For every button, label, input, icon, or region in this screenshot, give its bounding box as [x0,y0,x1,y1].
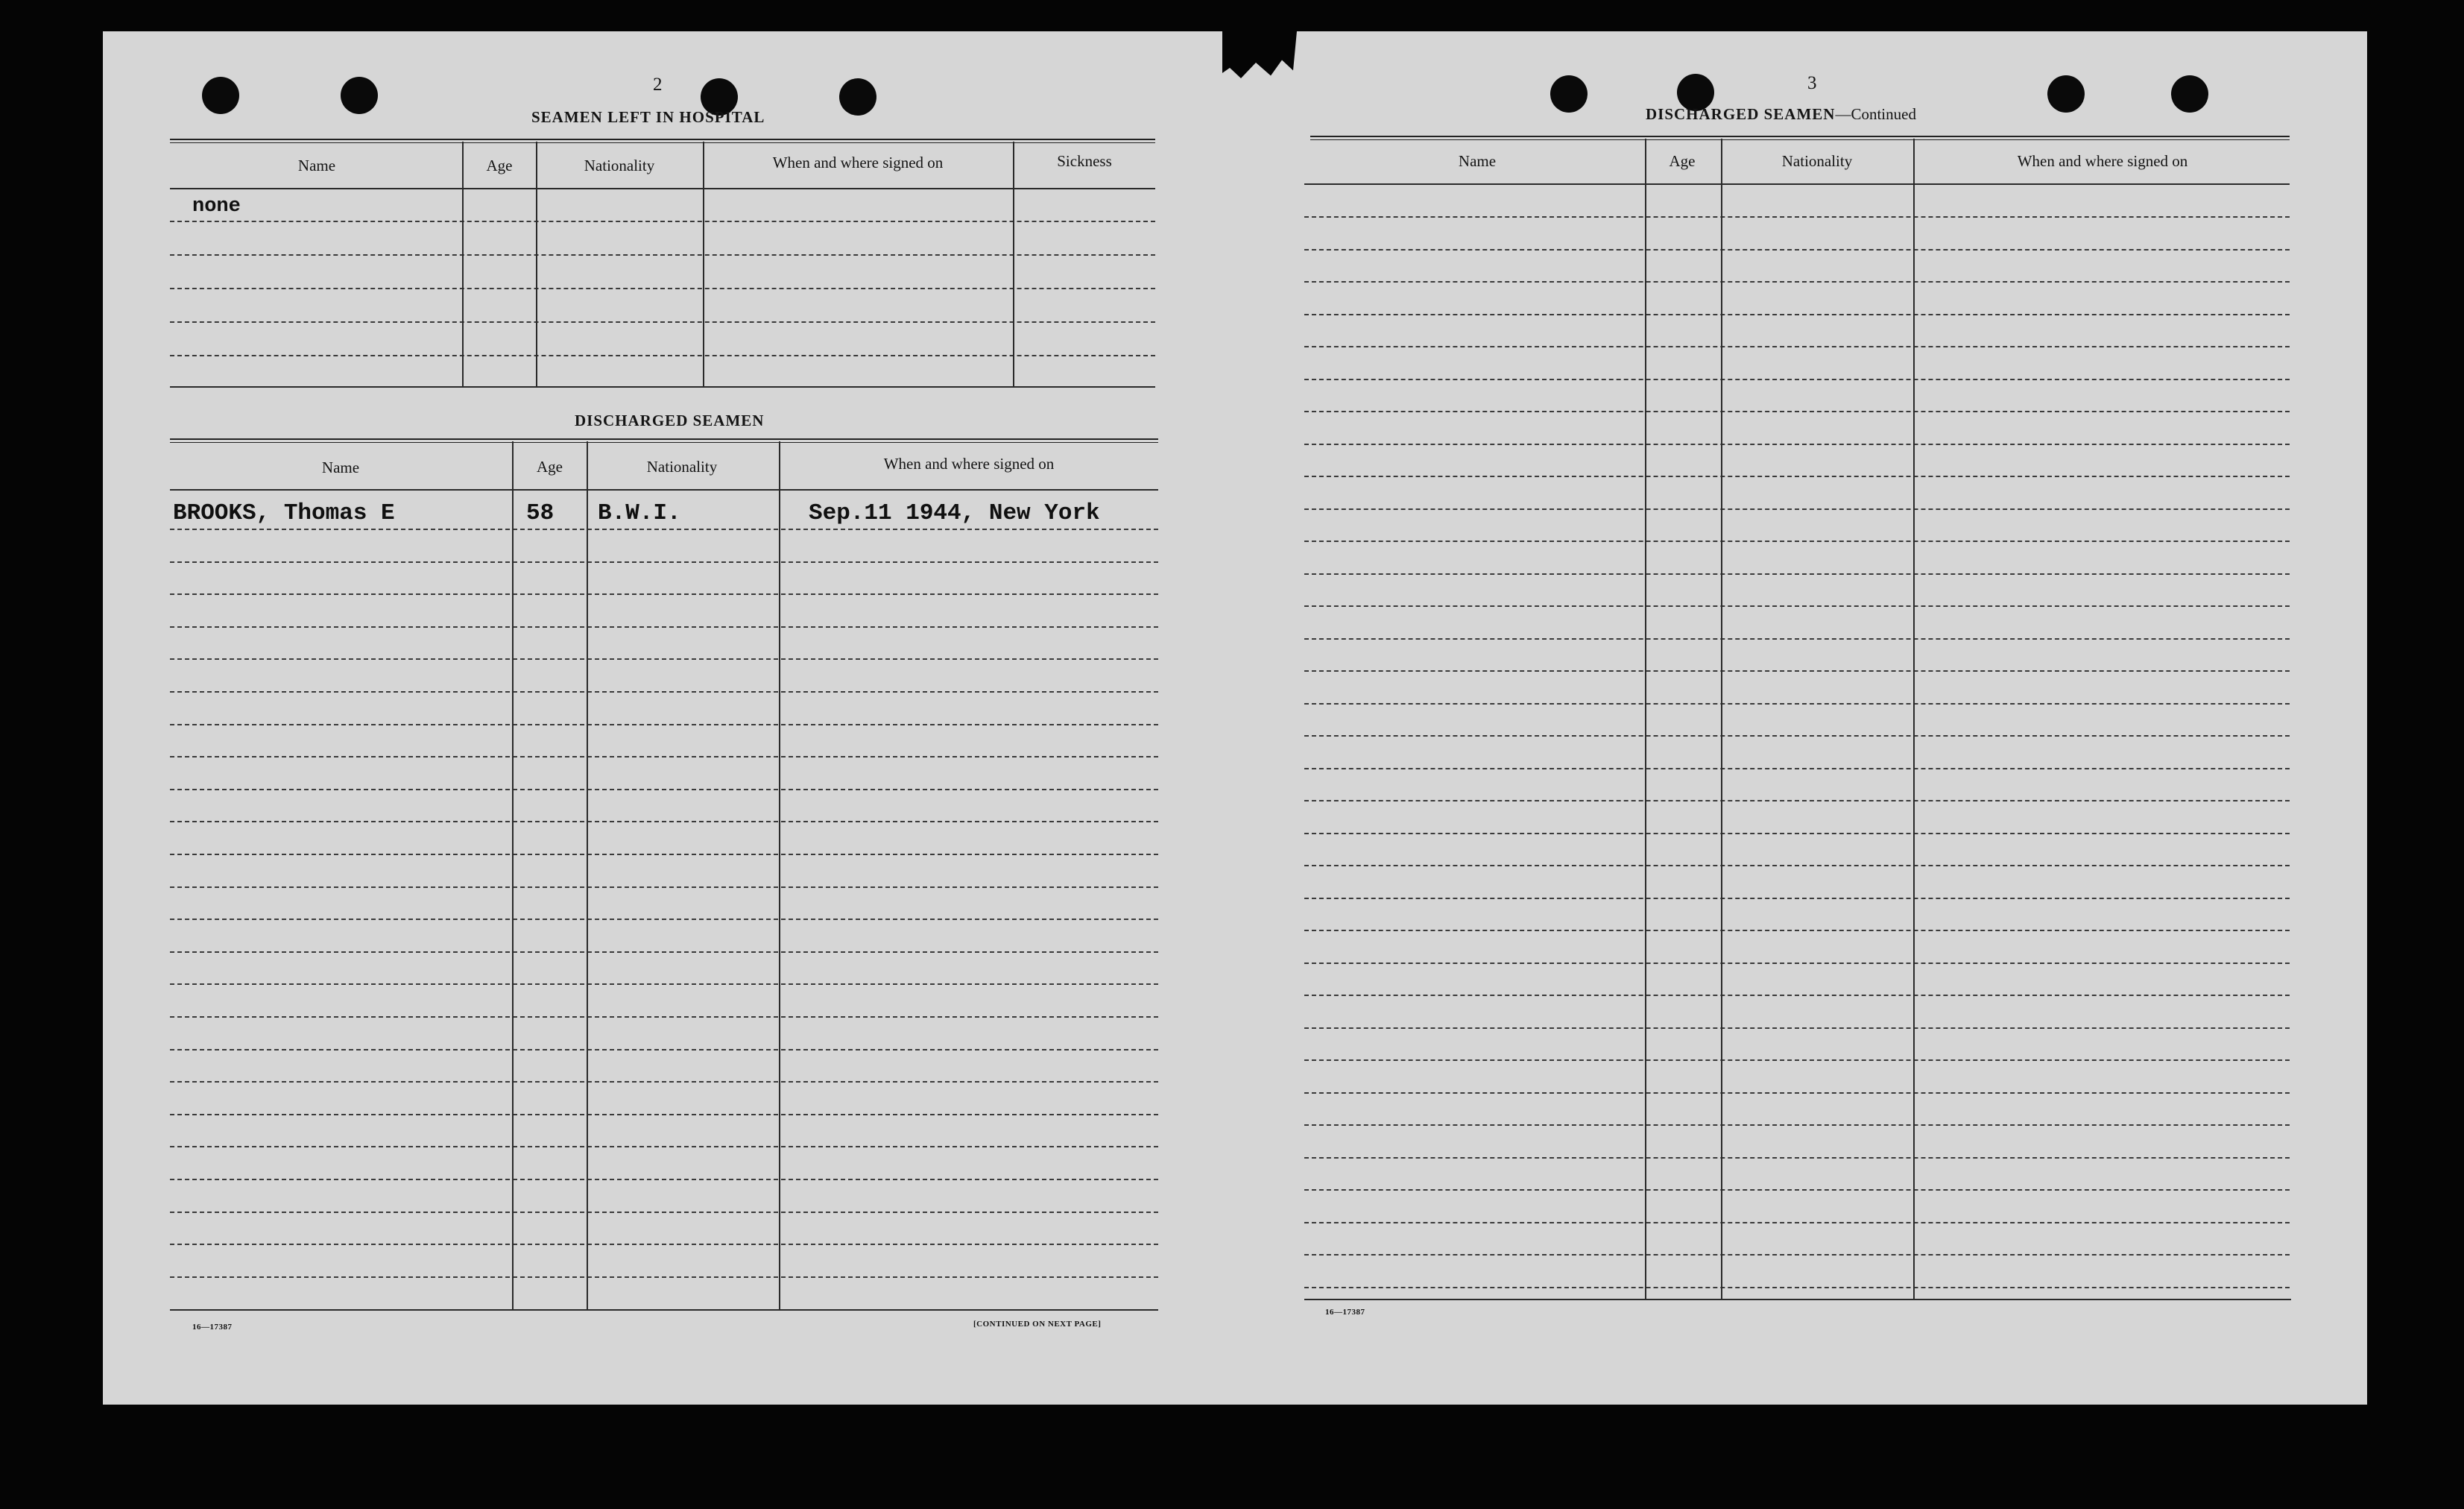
ruled-row-line [1304,541,2290,542]
ruled-row-line [1304,1124,2290,1126]
ruled-row-line [1304,314,2290,315]
ruled-row-line [1304,346,2290,347]
discharged-bottom-rule [170,1309,1158,1311]
ruled-row-line [170,886,1158,888]
hospital-row-line [170,221,1155,222]
punch-hole [2047,75,2085,113]
punch-hole [202,77,239,114]
right-header-rule [1304,183,2290,185]
punch-hole [2171,75,2208,113]
right-header-name: Name [1458,152,1497,170]
hospital-top-rule [170,139,1155,143]
right-header-age: Age [1669,152,1696,170]
continued-note: [CONTINUED ON NEXT PAGE] [973,1320,1102,1329]
ruled-row-line [170,1276,1158,1278]
discharged-col-divider [587,441,588,1311]
ruled-row-line [1304,444,2290,445]
ruled-row-line [170,561,1158,563]
seaman-signed-on: Sep.11 1944, New York [809,500,1100,526]
right-col-divider [1645,139,1646,1300]
ruled-row-line [1304,249,2290,251]
ruled-row-line [1304,930,2290,931]
discharged-col-divider [512,441,514,1311]
ruled-row-line [1304,1157,2290,1159]
seaman-nationality: B.W.I. [598,500,681,526]
ruled-row-line [1304,898,2290,899]
right-header-signed-on: When and where signed on [2017,152,2188,170]
hospital-row-line [170,321,1155,323]
discharged-col-divider [779,441,780,1311]
hospital-header-name: Name [297,157,336,174]
ruled-row-line [1304,411,2290,412]
punch-hole [1550,75,1588,113]
right-title-suffix: —Continued [1835,105,1916,123]
ruled-row-line [170,724,1158,725]
hospital-col-divider [462,142,464,388]
ruled-row-line [170,756,1158,757]
ruled-row-line [1304,703,2290,705]
ruled-row-line [170,789,1158,790]
discharged-top-rule [170,438,1158,443]
ruled-row-line [170,983,1158,985]
ruled-row-line [170,919,1158,920]
hospital-header-rule [170,188,1155,189]
right-col-divider [1913,139,1915,1300]
ruled-row-line [1304,833,2290,834]
right-form-number: 16—17387 [1325,1308,1365,1317]
hospital-col-divider [703,142,704,388]
ruled-row-line [1304,1092,2290,1094]
hospital-header-nationality: Nationality [584,157,655,174]
ruled-row-line [1304,995,2290,996]
hospital-col-divider [1013,142,1014,388]
ruled-row-line [1304,865,2290,866]
ruled-row-line [170,1016,1158,1018]
right-top-rule [1310,136,2290,140]
ruled-row-line [170,626,1158,628]
hospital-col-divider [536,142,537,388]
hospital-section-title: SEAMEN LEFT IN HOSPITAL [531,108,765,126]
ruled-row-line [170,1146,1158,1147]
hospital-header-age: Age [486,157,513,174]
ruled-row-line [170,1244,1158,1245]
ruled-row-line [1304,1254,2290,1256]
ruled-row-line [170,691,1158,693]
ruled-row-line [1304,1059,2290,1061]
ruled-row-line [170,854,1158,855]
discharged-header-name: Name [321,459,360,476]
hospital-row-line [170,355,1155,356]
hospital-entry-none: none [192,195,241,218]
right-col-divider [1721,139,1722,1300]
right-header-nationality: Nationality [1781,152,1853,170]
hospital-row-line [170,254,1155,256]
ruled-row-line [1304,1222,2290,1223]
ruled-row-line [170,951,1158,953]
discharged-section-title: DISCHARGED SEAMEN [575,412,765,429]
document-page [103,31,2367,1405]
ruled-row-line [1304,605,2290,607]
ruled-row-line [1304,670,2290,672]
discharged-header-signed-on: When and where signed on [883,455,1055,473]
ruled-row-line [170,593,1158,595]
seaman-name: BROOKS, Thomas E [173,500,395,526]
ruled-row-line [170,658,1158,660]
ruled-row-line [1304,1287,2290,1288]
ruled-row-line [170,1212,1158,1213]
right-bottom-rule [1304,1299,2291,1300]
ruled-row-line [1304,216,2290,218]
ruled-row-line [170,821,1158,822]
hospital-header-signed-on: When and where signed on [772,154,944,171]
ruled-row-line [1304,379,2290,380]
discharged-header-age: Age [537,458,563,476]
ruled-row-line [1304,1027,2290,1029]
left-form-number: 16—17387 [192,1323,233,1332]
ruled-row-line [1304,281,2290,283]
right-section-title [1646,105,1916,124]
ruled-row-line [1304,1189,2290,1191]
ruled-row-line [1304,963,2290,964]
seaman-age: 58 [526,500,555,526]
ruled-row-line [1304,638,2290,640]
ruled-row-line [170,1081,1158,1083]
ruled-row-line [170,1114,1158,1115]
left-page-number: 2 [653,75,663,95]
ruled-row-line [1304,800,2290,801]
hospital-header-sickness: Sickness [1057,152,1112,170]
ruled-row-line [1304,476,2290,477]
ruled-row-line [170,529,1158,530]
discharged-header-rule [170,489,1158,491]
ruled-row-line [1304,768,2290,769]
hospital-bottom-rule [170,386,1155,388]
discharged-header-nationality: Nationality [646,458,718,476]
ruled-row-line [170,1179,1158,1180]
right-page-number: 3 [1807,73,1817,93]
right-title-main: DISCHARGED SEAMEN [1646,105,1836,123]
ruled-row-line [1304,735,2290,737]
punch-hole [839,78,876,116]
ruled-row-line [170,1049,1158,1050]
ruled-row-line [1304,508,2290,510]
punch-hole [341,77,378,114]
ruled-row-line [1304,573,2290,575]
hospital-row-line [170,288,1155,289]
